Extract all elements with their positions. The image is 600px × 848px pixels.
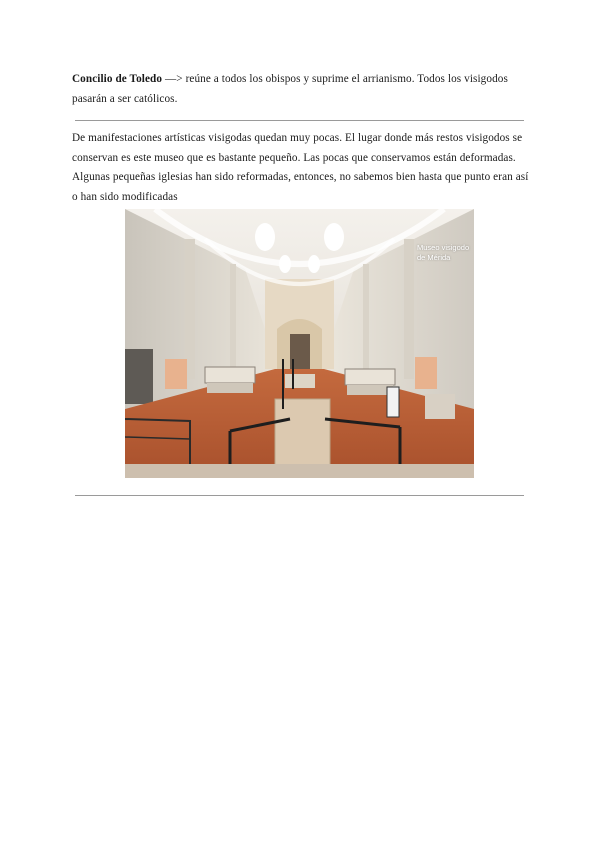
museum-photo xyxy=(125,209,474,478)
divider-bottom xyxy=(75,495,524,496)
concilio-text: —> reúne a todos los obispos y suprime el arrianismo. Todos los visigodos pasarán a ser católicos. xyxy=(72,73,508,105)
paragraph-manifestaciones: De manifestaciones artísticas visigodas quedan muy pocas. El lugar donde más restos visigodos se conservan es este museo que es bastante pequeño. Las pocas que conservamos están deformadas. Algunas pequeñas iglesias han sido reformadas, entonces, no sabemos bien hasta que punto eran así o han sido modificadas xyxy=(72,132,529,203)
paragraph-concilio xyxy=(72,70,532,109)
concilio-heading: Concilio de Toledo xyxy=(72,73,163,85)
divider-top xyxy=(75,120,524,121)
photo-caption: Museo visigodo de Mérida xyxy=(417,243,470,262)
